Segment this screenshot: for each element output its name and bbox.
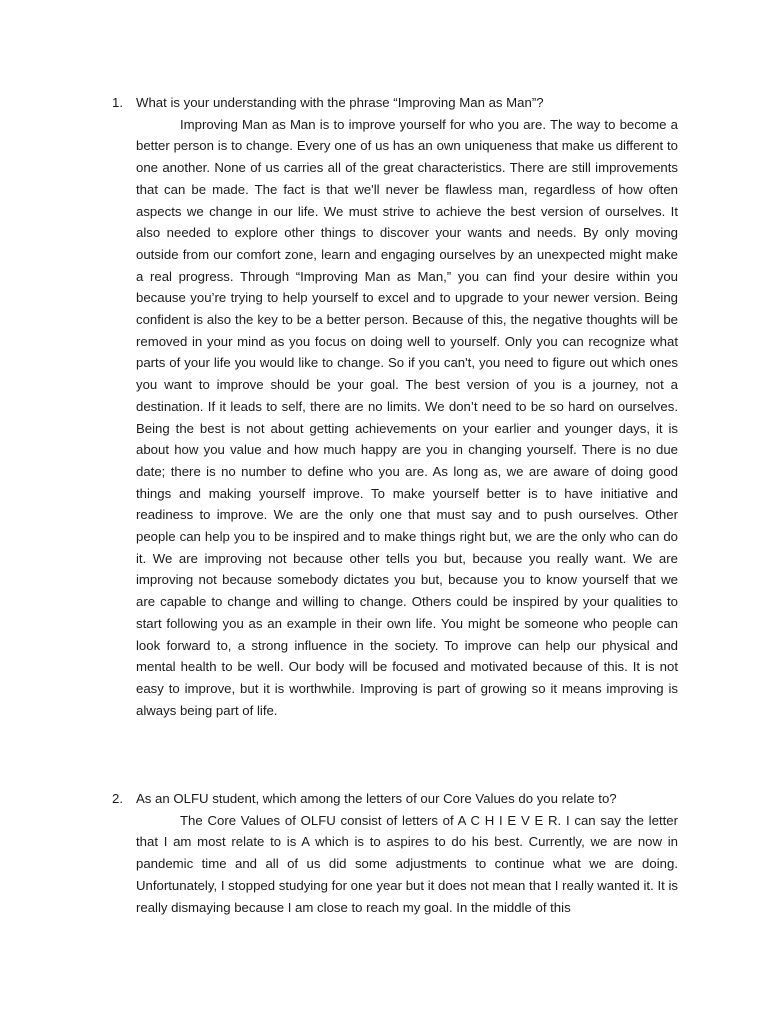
question-text: What is your understanding with the phrase “Improving Man as Man”? <box>136 95 544 110</box>
question-heading <box>112 92 678 114</box>
question-number: 1. <box>112 95 123 110</box>
answer-paragraph: Improving Man as Man is to improve yourself for who you are. The way to become a better person is to change. Every one of us has an own uniqueness that make us different to one another. None of us carries all of the great characteristics. There are still improvements that can be made. The fact is that we'll never be flawless man, regardless of how often aspects we change in our life. We must strive to achieve the best version of ourselves. It also needed to explore other things to discover your wants and needs. By only moving outside from our comfort zone, learn and engaging ourselves by an unexpected might make a real progress. Through “Improving Man as Man,” you can find your desire within you because you’re trying to help yourself to excel and to upgrade to your newer version. Being confident is also the key to be a better person. Because of this, the negative thoughts will be removed in your mind as you focus on doing well to yourself. Only you can recognize what parts of your life you would like to change. So if you can't, you need to figure out which ones you want to improve should be your goal. The best version of you is a journey, not a destination. If it leads to self, there are no limits. We don’t need to be so hard on ourselves. Being the best is not about getting achievements on your earlier and younger days, it is about how you value and how much happy are you in changing yourself. There is no due date; there is no number to define who you are. As long as, we are aware of doing good things and making yourself improve. To make yourself better is to have initiative and readiness to improve. We are the only one that must say and to push ourselves. Other people can help you to be inspired and to make things right but, we are the only who can do it. We are improving not because other tells you but, because you really want. We are improving not because somebody dictates you but, because you to know yourself that we are capable to change and willing to change. Others could be inspired by your qualities to start following you as an example in their own life. You might be someone who people can look forward to, a strong influence in the society. To improve can help our physical and mental health to be well. Our body will be focused and motivated because of this. It is not easy to improve, but it is worthwhile. Improving is part of growing so it means improving is always being part of life. <box>136 116 678 718</box>
answer-paragraph: The Core Values of OLFU consist of letters of A C H I E V E R. I can say the letter that I am most relate to is A which is to aspires to do his best. Currently, we are now in pandemic time and all of us did some adjustments to continue what we are doing. Unfortunately, I stopped studying for one year but it does not mean that I really wanted it. It is really dismaying because I am close to reach my goal. In the middle of this <box>136 812 678 915</box>
question-heading <box>112 788 678 810</box>
question-text: As an OLFU student, which among the letters of our Core Values do you relate to? <box>136 791 617 806</box>
question-block-1 <box>112 92 678 721</box>
question-number: 2. <box>112 791 123 806</box>
question-block-2 <box>112 788 678 918</box>
